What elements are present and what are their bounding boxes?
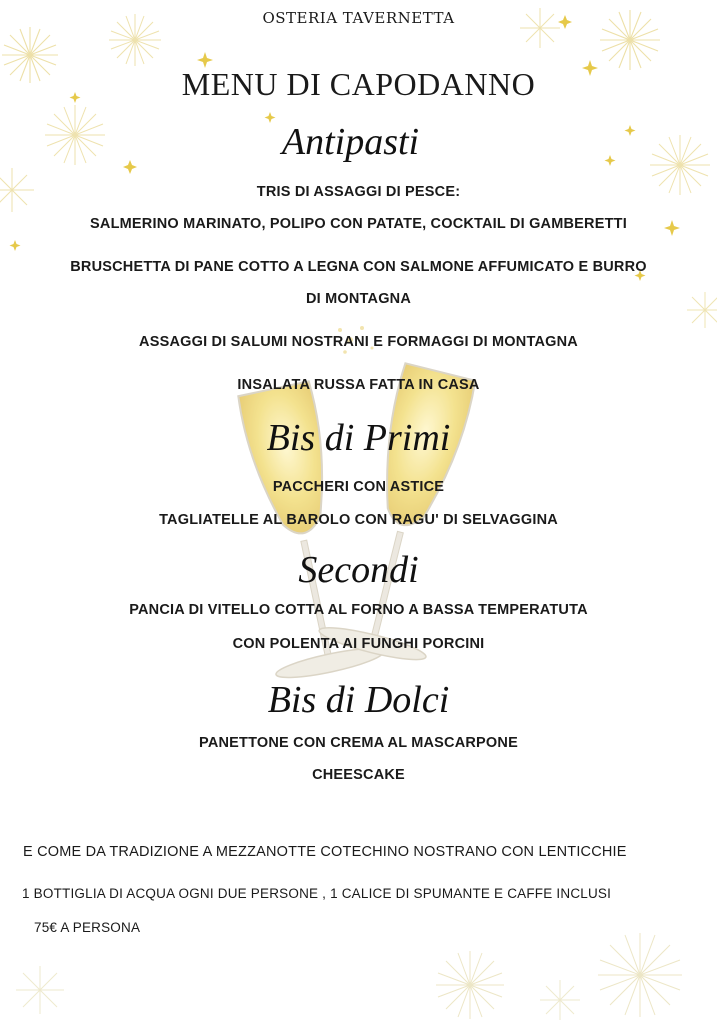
menu-item: DI MONTAGNA	[305, 291, 412, 307]
firework-icon	[598, 933, 682, 1017]
menu-item: CON POLENTA AI FUNGHI PORCINI	[232, 636, 485, 652]
section-title-dolci: Bis di Dolci	[267, 679, 450, 721]
firework-icon	[16, 966, 64, 1014]
page-title: MENU DI CAPODANNO	[181, 66, 536, 102]
price-label: 75€ A PERSONA	[34, 920, 141, 935]
section-title-antipasti: Antipasti	[281, 121, 420, 163]
menu-item: BRUSCHETTA DI PANE COTTO A LEGNA CON SALMONE AFFUMICATO E BURRO	[70, 259, 647, 275]
firework-icon	[540, 980, 580, 1020]
menu-item: PANETTONE CON CREMA AL MASCARPONE	[199, 735, 518, 751]
section-title-secondi: Secondi	[298, 549, 419, 591]
menu-item: SALMERINO MARINATO, POLIPO CON PATATE, COCKTAIL DI GAMBERETTI	[90, 216, 627, 232]
menu-item: PACCHERI CON ASTICE	[272, 479, 445, 495]
included-note: 1 BOTTIGLIA DI ACQUA OGNI DUE PERSONE , 1 CALICE DI SPUMANTE E CAFFE INCLUSI	[22, 886, 612, 901]
menu-item: TAGLIATELLE AL BAROLO CON RAGU' DI SELVAGGINA	[159, 512, 558, 528]
section-title-primi: Bis di Primi	[266, 417, 451, 459]
firework-icon	[436, 951, 504, 1019]
menu-item: INSALATA RUSSA FATTA IN CASA	[237, 377, 480, 393]
menu-item: TRIS DI ASSAGGI DI PESCE:	[256, 184, 461, 200]
menu-item: ASSAGGI DI SALUMI NOSTRANI E FORMAGGI DI MONTAGNA	[139, 334, 578, 350]
menu-item: PANCIA DI VITELLO COTTA AL FORNO A BASSA TEMPERATUTA	[129, 602, 588, 618]
restaurant-name: OSTERIA TAVERNETTA	[262, 9, 455, 27]
menu-item: CHEESCAKE	[312, 767, 405, 783]
tradition-note: E COME DA TRADIZIONE A MEZZANOTTE COTECHINO NOSTRANO CON LENTICCHIE	[23, 844, 627, 860]
